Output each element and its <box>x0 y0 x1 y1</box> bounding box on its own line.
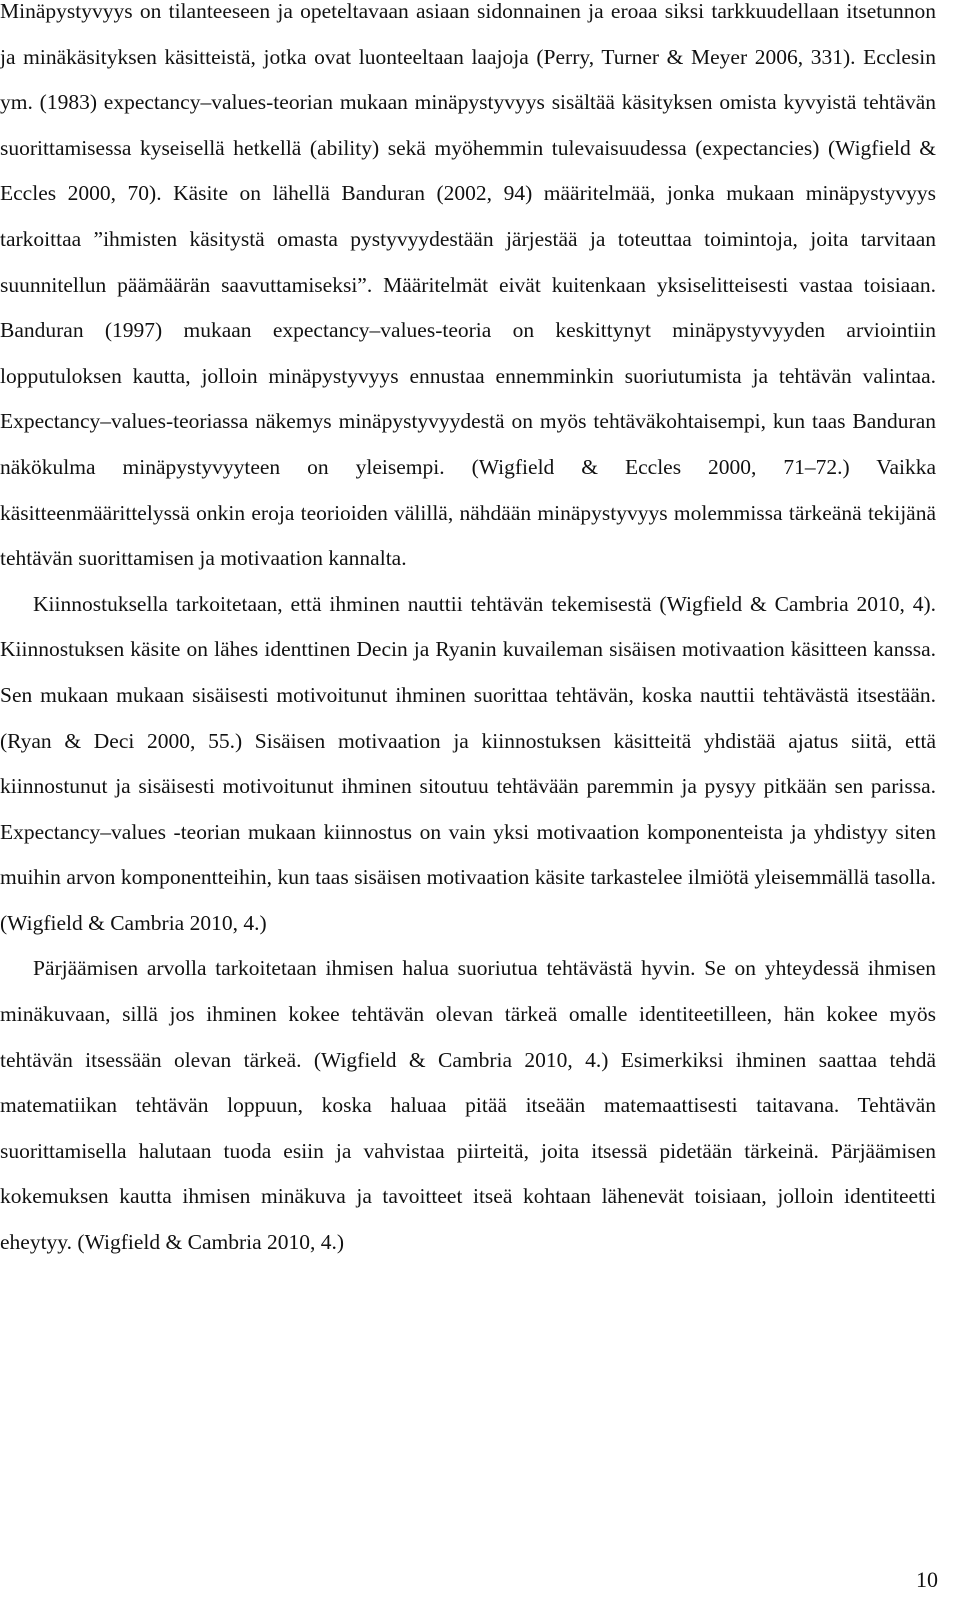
paragraph-attainment-value: Pärjäämisen arvolla tarkoitetaan ihmisen halua suoriutua tehtävästä hyvin. Se on yhteydessä ihmisen minäkuvaan, sillä jos ihminen kokee tehtävän olevan tärkeä omalle identiteetilleen, hän kokee myös tehtävän itsessään olevan tärkeä. (Wigfield & Cambria 2010, 4.) Esimerkiksi ihminen saattaa tehdä matematiikan tehtävän loppuun, koska haluaa pitää itseään matemaattisesti taitavana. Tehtävän suorittamisella halutaan tuoda esiin ja vahvistaa piirteitä, joita itsessä pidetään tärkeinä. Pärjäämisen kokemuksen kautta ihmisen minäkuva ja tavoitteet itseä kohtaan lähenevät toisiaan, jolloin identiteetti eheytyy. (Wigfield & Cambria 2010, 4.) <box>0 956 936 1255</box>
paragraph-self-efficacy: Minäpystyvyys on tilanteeseen ja opeteltavaan asiaan sidonnainen ja eroaa siksi tarkkuudellaan itsetunnon ja minäkäsityksen käsitteistä, jotka ovat luonteeltaan laajoja (Perry, Turner & Meyer 2006, 331). Ecclesin ym. (1983) expectancy–values-teorian mukaan minäpystyvyys sisältää käsityksen omista kyvyistä tehtävän suorittamisessa kyseisellä hetkellä (ability) sekä myöhemmin tulevaisuudessa (expectancies) (Wigfield & Eccles 2000, 70). Käsite on lähellä Banduran (2002, 94) määritelmää, jonka mukaan minäpystyvyys tarkoittaa ”ihmisten käsitystä omasta pystyvyydestään järjestää ja toteuttaa toimintoja, joita tarvitaan suunnitellun päämäärän saavuttamiseksi”. Määritelmät eivät kuitenkaan yksiselitteisesti vastaa toisiaan. Banduran (1997) mukaan expectancy–values-teoria on keskittynyt minäpystyvyyden arviointiin lopputuloksen kautta, jolloin minäpystyvyys ennustaa ennemminkin suoriutumista ja tehtävän valintaa. Expectancy–values-teoriassa näkemys minäpystyvyydestä on myös tehtäväkohtaisempi, kun taas Banduran näkökulma minäpystyvyyteen on yleisempi. (Wigfield & Eccles 2000, 71–72.) Vaikka käsitteenmäärittelyssä onkin eroja teorioiden välillä, nähdään minäpystyvyys molemmissa tärkeänä tekijänä tehtävän suorittamisen ja motivaation kannalta. <box>0 0 936 571</box>
page-number: 10 <box>916 1567 938 1592</box>
paragraph-interest: Kiinnostuksella tarkoitetaan, että ihminen nauttii tehtävän tekemisestä (Wigfield & Cambria 2010, 4). Kiinnostuksen käsite on lähes identtinen Decin ja Ryanin kuvaileman sisäisen motivaation käsitteen kanssa. Sen mukaan mukaan sisäisesti motivoitunut ihminen suorittaa tehtävän, koska nauttii tehtävästä itsestään. (Ryan & Deci 2000, 55.) Sisäisen motivaation ja kiinnostuksen käsitteitä yhdistää ajatus siitä, että kiinnostunut ja sisäisesti motivoitunut ihminen sitoutuu tehtävään paremmin ja pysyy pitkään sen parissa. Expectancy–values -teorian mukaan kiinnostus on vain yksi motivaation komponenteista ja yhdistyy siten muihin arvon komponentteihin, kun taas sisäisen motivaation käsite tarkastelee ilmiötä yleisemmällä tasolla. (Wigfield & Cambria 2010, 4.) <box>0 591 936 935</box>
